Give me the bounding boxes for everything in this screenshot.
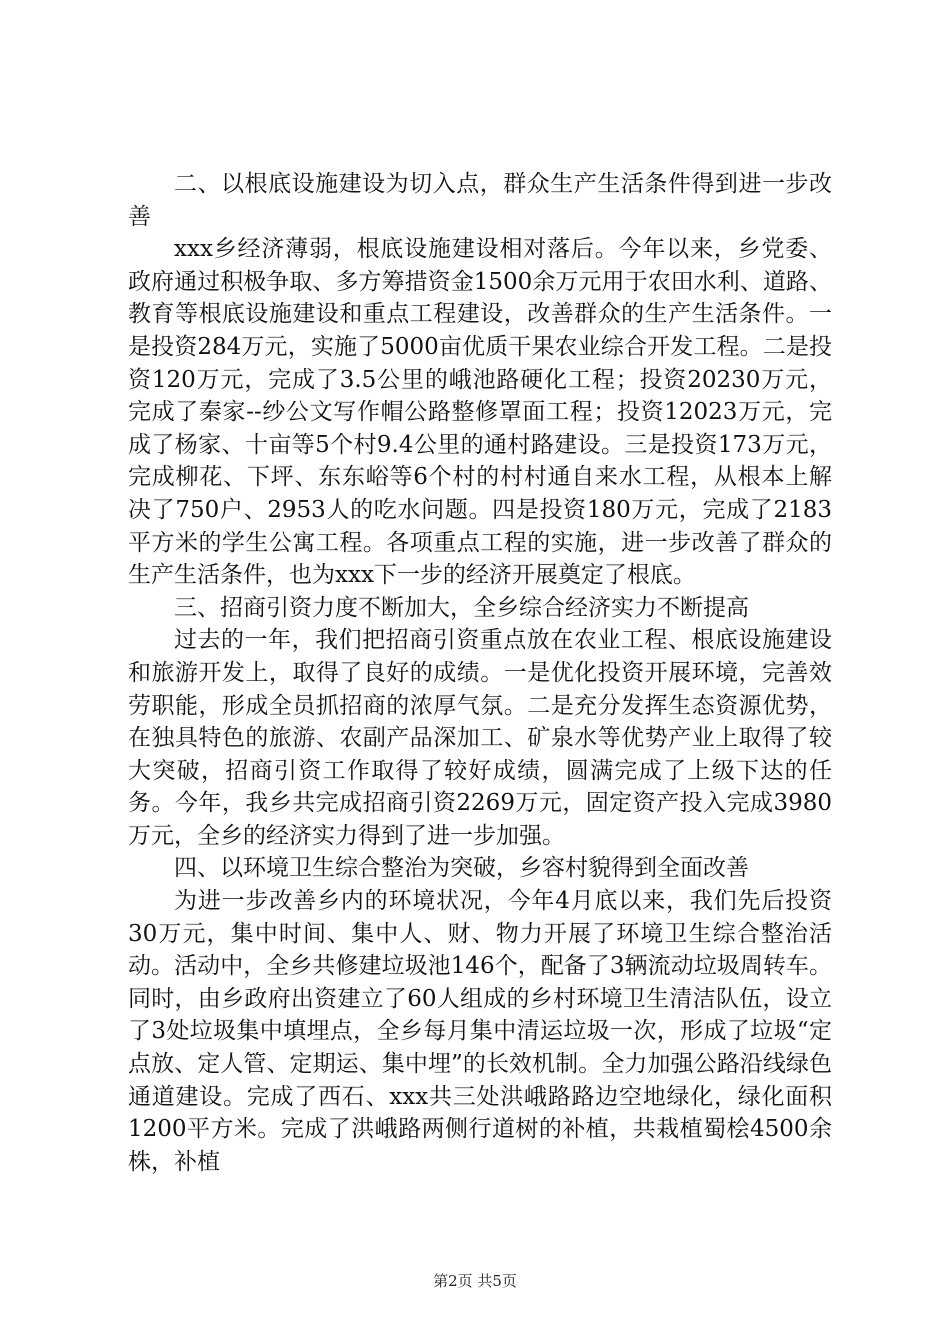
section-heading-infrastructure: 二、以根底设施建设为切入点，群众生产生活条件得到进一步改善: [128, 171, 832, 230]
paragraph-infrastructure: xxx乡经济薄弱，根底设施建设相对落后。今年以来，乡党委、政府通过积极争取、多方筹措资金1500余万元用于农田水利、道路、教育等根底设施建设和重点工程建设，改善群众的生产生活条件。一是投资284万元，实施了5000亩优质干果农业综合开发工程。二是投资120万元，完成了3.5公里的峨池路硬化工程；投资20230万元，完成了秦家--纱公文写作帽公路整修罩面工程；投资12023万元，完成了杨家、十亩等5个村9.4公里的通村路建设。三是投资173万元，完成柳花、下坪、东东峪等6个村的村村通自来水工程，从根本上解决了750户、2953人的吃水问题。四是投资180万元，完成了2183平方米的学生公寓工程。各项重点工程的实施，进一步改善了群众的生产生活条件，也为xxx下一步的经济开展奠定了根底。: [128, 236, 832, 589]
paragraph-investment: 过去的一年，我们把招商引资重点放在农业工程、根底设施建设和旅游开发上，取得了良好的成绩。一是优化投资开展环境，完善效劳职能，形成全员抓招商的浓厚气氛。二是充分发挥生态资源优势，在独具特色的旅游、农副产品深加工、矿泉水等优势产业上取得了较大突破，招商引资工作取得了较好成绩，圆满完成了上级下达的任务。今年，我乡共完成招商引资2269万元，固定资产投入完成3980万元，全乡的经济实力得到了进一步加强。: [128, 627, 832, 849]
section-heading-environment: 四、以环境卫生综合整治为突破，乡容村貌得到全面改善: [174, 855, 749, 882]
section-heading-investment: 三、招商引资力度不断加大，全乡综合经济实力不断提高: [174, 594, 749, 621]
document-body: [128, 168, 832, 1178]
paragraph-environment: 为进一步改善乡内的环境状况，今年4月底以来，我们先后投资30万元，集中时间、集中人、财、物力开展了环境卫生综合整治活动。活动中，全乡共修建垃圾池146个，配备了3辆流动垃圾周转车。同时，由乡政府出资建立了60人组成的乡村环境卫生清洁队伍，设立了3处垃圾集中填埋点，全乡每月集中清运垃圾一次，形成了垃圾“定点放、定人管、定期运、集中埋”的长效机制。全力加强公路沿线绿色通道建设。完成了西石、xxx共三处洪峨路路边空地绿化，绿化面积1200平方米。完成了洪峨路两侧行道树的补植，共栽植蜀桧4500余株，补植: [128, 888, 832, 1175]
page-number-footer: 第2页 共5页: [433, 1272, 517, 1290]
